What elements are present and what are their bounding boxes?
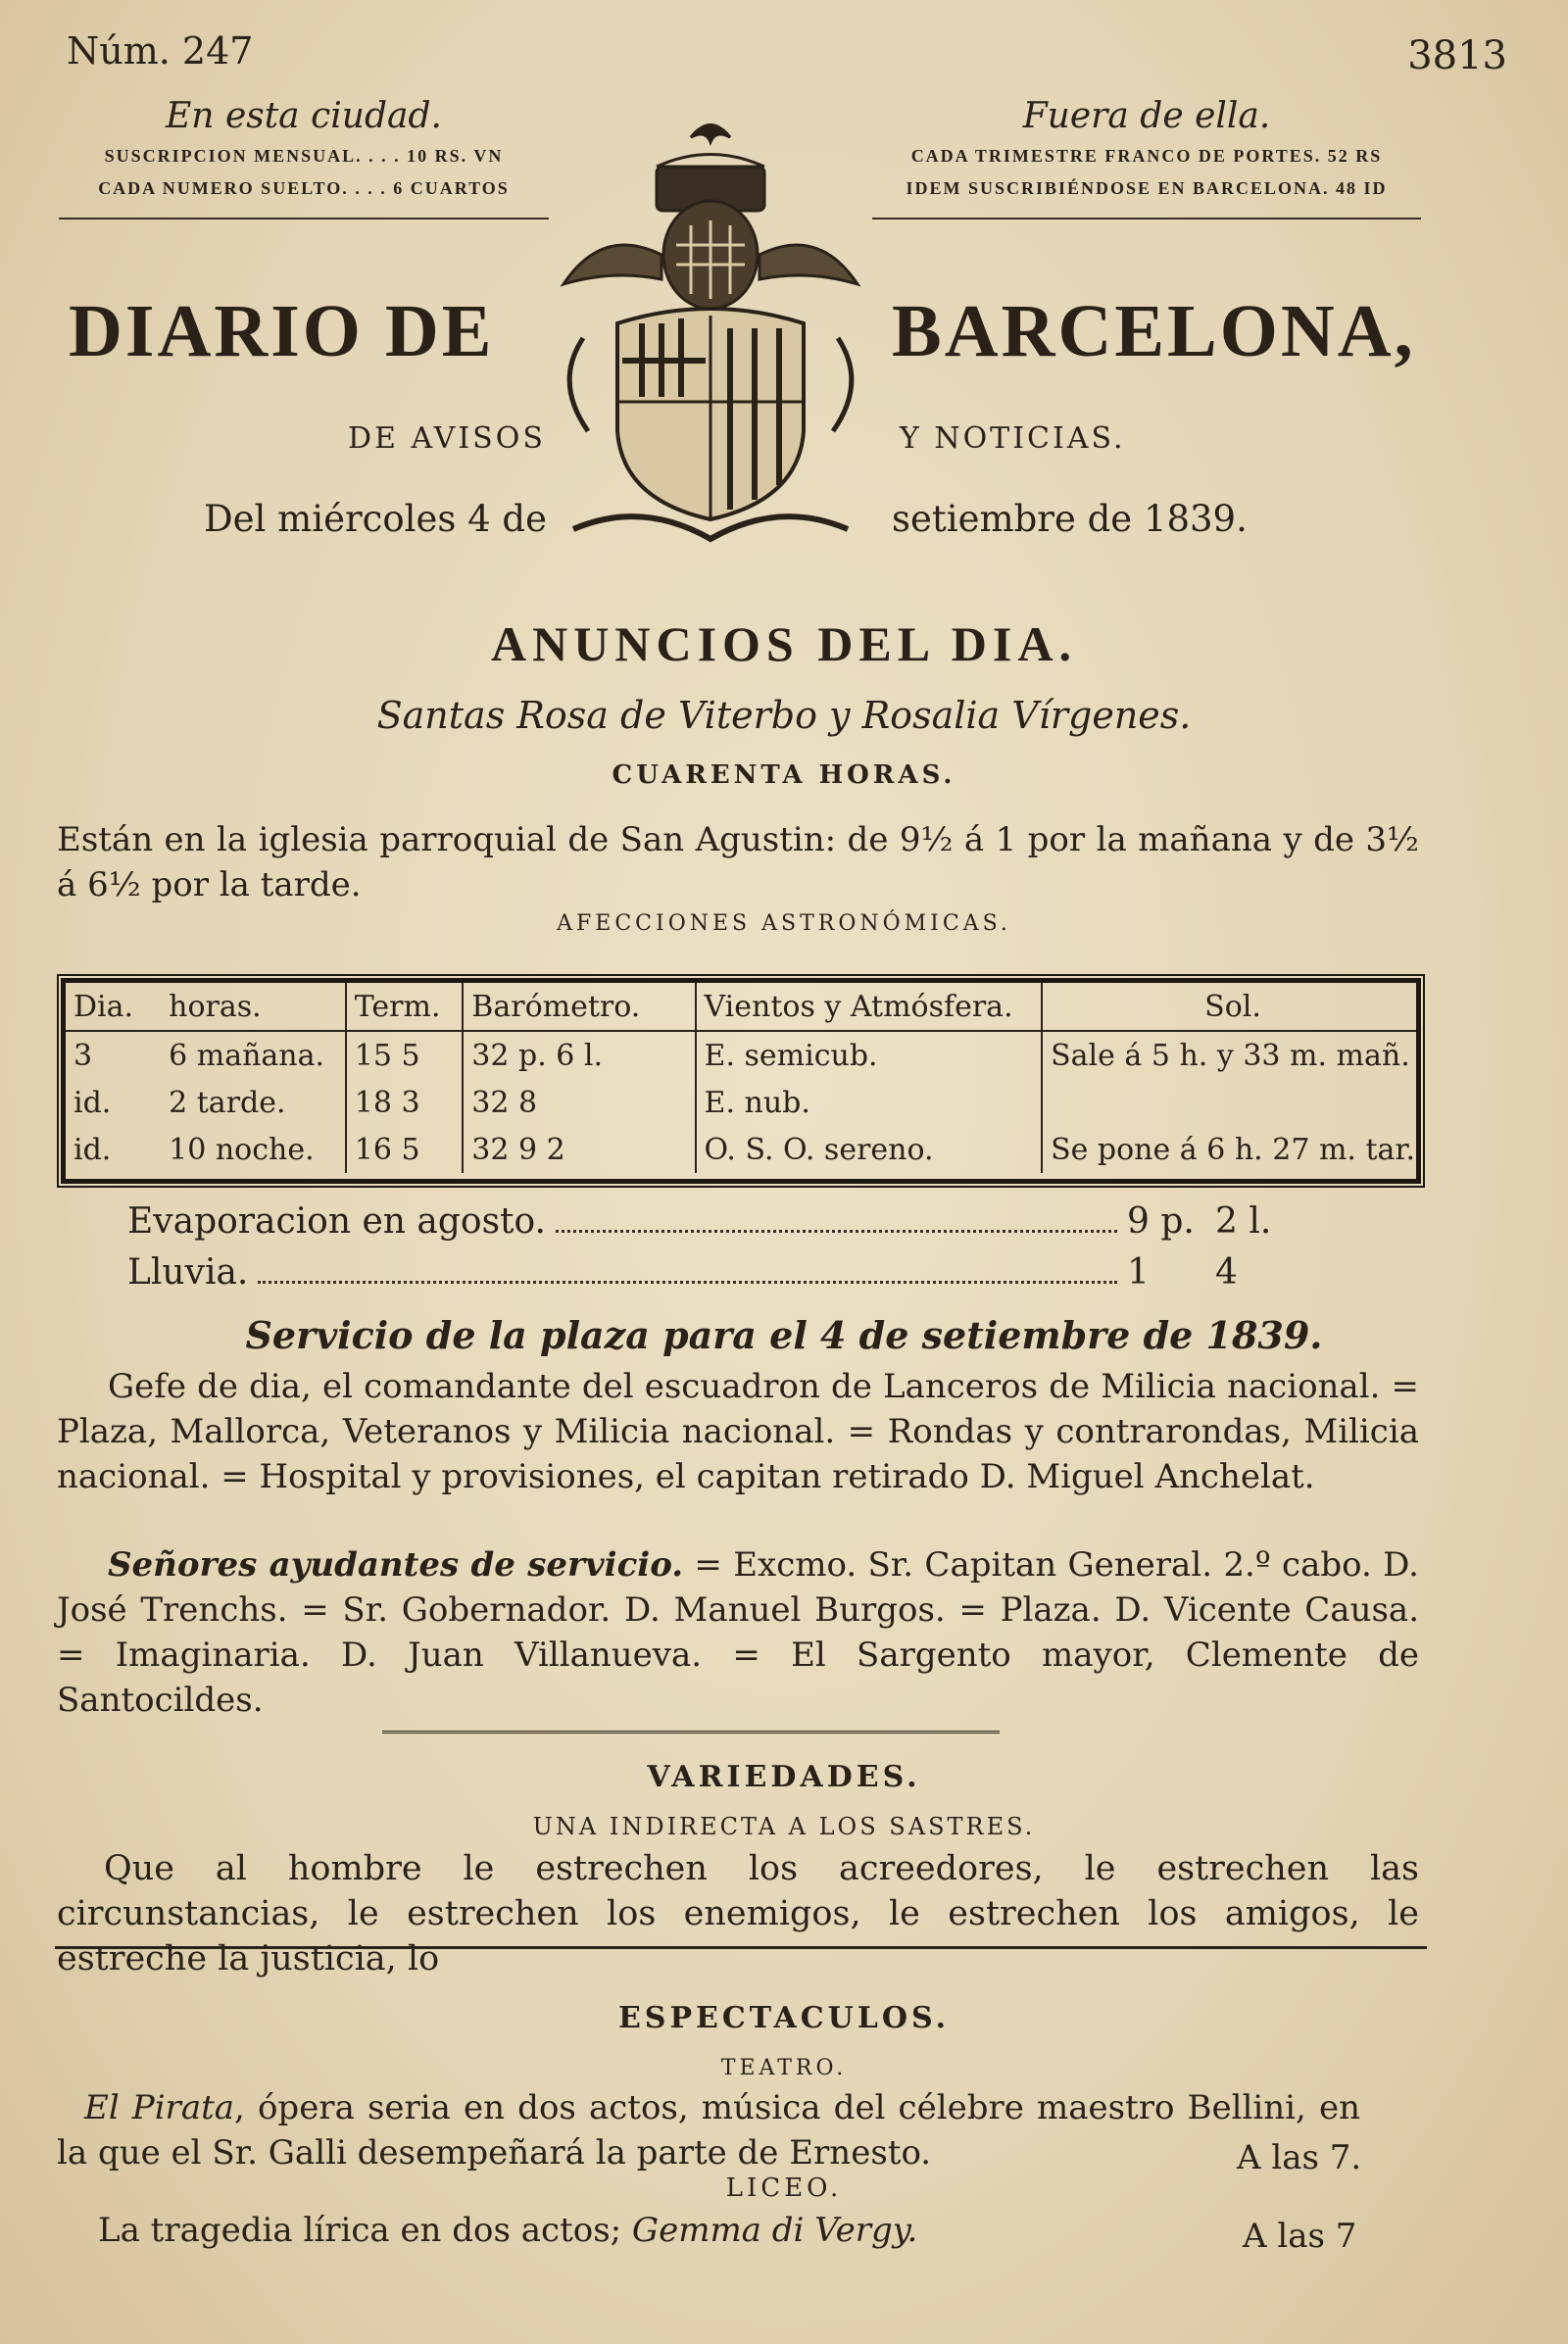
outside-label: Fuera de ella. [1022, 96, 1271, 136]
issue-number: Núm. 247 [67, 29, 254, 73]
masthead-date-right: setiembre de 1839. [892, 498, 1248, 540]
dot-leader [258, 1261, 1117, 1284]
teatro-time: A las 7. [1237, 2138, 1362, 2177]
cell-term: 16 5 [346, 1126, 464, 1173]
cell-dia: 3 [74, 1038, 93, 1073]
liceo-description: La tragedia lírica en dos actos; [98, 2211, 632, 2250]
teatro-description: , ópera seria en dos actos, música del célebre maestro Bellini, en la que el Sr. Galli desempeñará la parte de Ernesto. [57, 2088, 1361, 2173]
cell-term: 15 5 [346, 1031, 464, 1079]
cell-dia: id. [74, 1132, 112, 1167]
dot-leader [556, 1210, 1117, 1233]
col-horas: horas. [161, 983, 346, 1031]
teatro-heading: TEATRO. [720, 2056, 848, 2080]
cuarenta-heading: CUARENTA HORAS. [612, 760, 956, 790]
santos-line: Santas Rosa de Viterbo y Rosalia Vírgenes. [376, 694, 1192, 737]
liceo-title: Gemma di Vergy. [631, 2211, 918, 2250]
measure-label: Evaporacion en agosto. [127, 1201, 546, 1242]
table-row [66, 1031, 1416, 1079]
cell-term: 18 3 [346, 1079, 464, 1126]
cell-viento: O. S. O. sereno. [696, 1126, 1043, 1173]
astro-header-row [66, 983, 1416, 1031]
cell-hora: 10 noche. [169, 1132, 315, 1167]
measure-evaporacion [127, 1201, 1284, 1242]
section-rule [55, 1946, 1427, 1949]
col-sol: Sol. [1042, 983, 1416, 1031]
table-row [66, 1126, 1416, 1173]
astro-table [61, 978, 1421, 1184]
masthead-title-left: DIARIO DE [69, 290, 495, 372]
measure-value-2: 2 l. [1215, 1201, 1272, 1242]
variedades-text: Que al hombre le estrechen los acreedores, le estrechen las circunstancias, le estrechen los enemigos, le estrechen los amigos, le estreche la justicia, lo [57, 1849, 1419, 1978]
measure-label: Lluvia. [127, 1252, 249, 1293]
cell-sol: Se pone á 6 h. 27 m. tar. [1042, 1126, 1416, 1173]
cell-baro: 32 p. 6 l. [463, 1031, 695, 1079]
liceo-heading: LICEO. [725, 2173, 843, 2203]
col-vientos: Vientos y Atmósfera. [696, 983, 1043, 1031]
right-header-rule [872, 218, 1421, 220]
table-row [66, 1079, 1416, 1126]
local-label: En esta ciudad. [166, 96, 442, 136]
cell-hora: 2 tarde. [169, 1085, 286, 1120]
measure-value-1: 1 [1127, 1252, 1150, 1293]
astro-heading: AFECCIONES ASTRONÓMICAS. [557, 911, 1011, 936]
cell-baro: 32 8 [463, 1079, 695, 1126]
servicio-ayudantes [57, 1542, 1419, 1723]
subscription-outside [872, 96, 1421, 199]
col-dia: Dia. [66, 983, 161, 1031]
espectaculos-heading: ESPECTACULOS. [617, 2001, 951, 2035]
col-term: Term. [346, 983, 464, 1031]
masthead-date-left: Del miércoles 4 de [204, 498, 548, 540]
col-barometro: Barómetro. [463, 983, 695, 1031]
local-single: CADA NUMERO SUELTO. . . . 6 CUARTOS [98, 178, 510, 198]
measure-value-2: 4 [1215, 1252, 1238, 1293]
masthead-title-right: BARCELONA, [892, 290, 1416, 372]
cell-viento: E. semicub. [696, 1031, 1043, 1079]
cell-sol: Sale á 5 h. y 33 m. mañ. [1042, 1031, 1416, 1079]
servicio-gefe: Gefe de dia, el comandante del escuadron de Lanceros de Milicia nacional. = Plaza, Mallorca, Veteranos y Milicia nacional. = Rondas y contrarondas, Milicia nacional. = Hospital y provisiones, el capitan retirado D. Miguel Anchelat. [57, 1367, 1419, 1496]
teatro-title: El Pirata [84, 2088, 235, 2127]
masthead-sub-right: Y NOTICIAS. [900, 421, 1126, 456]
measure-lluvia [127, 1252, 1284, 1293]
teatro-text [57, 2085, 1360, 2175]
cell-hora: 6 mañana. [169, 1038, 325, 1073]
local-monthly: SUSCRIPCION MENSUAL. . . . 10 RS. VN [104, 146, 504, 166]
liceo-time: A las 7 [1243, 2217, 1357, 2256]
cell-viento: E. nub. [696, 1079, 1043, 1126]
outside-barcelona: IDEM SUSCRIBIÉNDOSE EN BARCELONA. 48 ID [906, 178, 1388, 198]
barcelona-coat-of-arms-icon [544, 108, 877, 559]
section-rule [382, 1731, 1000, 1734]
ayudantes-text: = Excmo. Sr. Capitan General. 2.º cabo. D. José Trenchs. = Sr. Gobernador. D. Manuel Burgos. = Plaza. D. Vicente Causa. = Imaginaria. D. Juan Villanueva. = El Sargento mayor, Clemente de Santocildes. [57, 1545, 1419, 1720]
cell-sol [1042, 1079, 1416, 1126]
liceo-text [98, 2211, 917, 2250]
cuarenta-text: Están en la iglesia parroquial de San Agustin: de 9½ á 1 por la mañana y de 3½ á 6½ por la tarde. [57, 820, 1419, 904]
outside-quarterly: CADA TRIMESTRE FRANCO DE PORTES. 52 RS [910, 146, 1383, 166]
measure-value-1: 9 p. [1127, 1201, 1195, 1242]
cell-baro: 32 9 2 [463, 1126, 695, 1173]
cell-dia: id. [74, 1085, 112, 1120]
anuncios-heading: ANUNCIOS DEL DIA. [491, 616, 1077, 671]
subscription-local [59, 96, 549, 199]
ayudantes-lead: Señores ayudantes de servicio. [108, 1545, 684, 1585]
variedades-subheading: UNA INDIRECTA A LOS SASTRES. [532, 1813, 1036, 1840]
masthead-sub-left: DE AVISOS [348, 421, 546, 456]
servicio-heading: Servicio de la plaza para el 4 de setiembre de 1839. [245, 1313, 1323, 1357]
page-folio: 3813 [1407, 33, 1507, 78]
variedades-heading: VARIEDADES. [647, 1760, 921, 1794]
left-header-rule [59, 218, 549, 220]
